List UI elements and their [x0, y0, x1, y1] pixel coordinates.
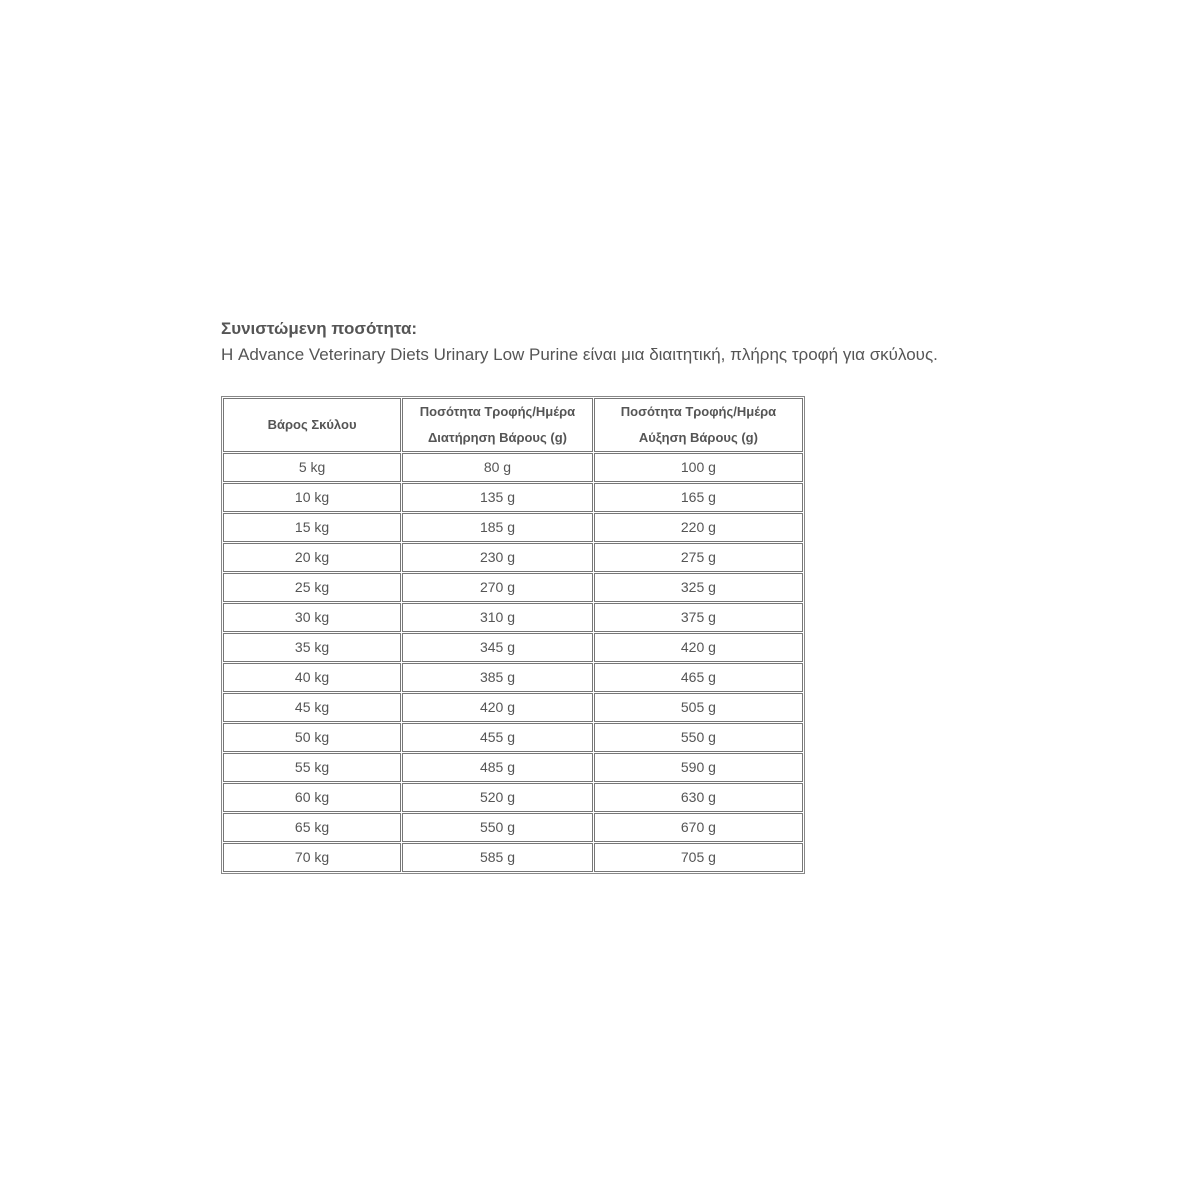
cell-gain: 275 g: [594, 543, 803, 572]
cell-maintenance: 345 g: [402, 633, 593, 662]
table-row: [223, 693, 803, 722]
cell-maintenance: 80 g: [402, 453, 593, 482]
cell-gain: 420 g: [594, 633, 803, 662]
cell-weight: 70 kg: [223, 843, 401, 872]
table-row: [223, 723, 803, 752]
cell-maintenance: 585 g: [402, 843, 593, 872]
cell-maintenance: 485 g: [402, 753, 593, 782]
table-row: [223, 753, 803, 782]
header-gain-line2: Αύξηση Βάρους (g): [638, 430, 758, 445]
table-row: [223, 483, 803, 512]
table-row: [223, 843, 803, 872]
cell-gain: 100 g: [594, 453, 803, 482]
cell-gain: 165 g: [594, 483, 803, 512]
cell-weight: 35 kg: [223, 633, 401, 662]
dosage-section: [221, 318, 1021, 874]
header-maintenance: [402, 398, 593, 452]
cell-weight: 30 kg: [223, 603, 401, 632]
cell-weight: 50 kg: [223, 723, 401, 752]
header-dog-weight: Βάρος Σκύλου: [223, 398, 401, 452]
table-header: [223, 398, 803, 452]
table-row: [223, 453, 803, 482]
cell-maintenance: 185 g: [402, 513, 593, 542]
cell-gain: 705 g: [594, 843, 803, 872]
cell-maintenance: 385 g: [402, 663, 593, 692]
table-row: [223, 543, 803, 572]
cell-weight: 20 kg: [223, 543, 401, 572]
table-row: [223, 813, 803, 842]
intro-text: Η Advance Veterinary Diets Urinary Low Purine είναι μια διαιτητική, πλήρης τροφή για σκύλους.: [221, 345, 938, 364]
cell-weight: 40 kg: [223, 663, 401, 692]
table-row: [223, 633, 803, 662]
cell-weight: 5 kg: [223, 453, 401, 482]
table-row: [223, 603, 803, 632]
cell-gain: 220 g: [594, 513, 803, 542]
cell-gain: 670 g: [594, 813, 803, 842]
cell-maintenance: 270 g: [402, 573, 593, 602]
header-maintenance-line1: Ποσότητα Τροφής/Ημέρα: [419, 404, 576, 419]
table-row: [223, 513, 803, 542]
cell-maintenance: 455 g: [402, 723, 593, 752]
cell-weight: 60 kg: [223, 783, 401, 812]
cell-maintenance: 135 g: [402, 483, 593, 512]
cell-gain: 590 g: [594, 753, 803, 782]
cell-gain: 465 g: [594, 663, 803, 692]
cell-maintenance: 550 g: [402, 813, 593, 842]
cell-weight: 25 kg: [223, 573, 401, 602]
cell-maintenance: 420 g: [402, 693, 593, 722]
cell-gain: 375 g: [594, 603, 803, 632]
cell-weight: 10 kg: [223, 483, 401, 512]
cell-weight: 65 kg: [223, 813, 401, 842]
header-gain-line1: Ποσότητα Τροφής/Ημέρα: [620, 404, 777, 419]
cell-maintenance: 230 g: [402, 543, 593, 572]
table-body: [223, 453, 803, 872]
cell-gain: 325 g: [594, 573, 803, 602]
table-row: [223, 663, 803, 692]
cell-weight: 55 kg: [223, 753, 401, 782]
cell-weight: 45 kg: [223, 693, 401, 722]
cell-gain: 550 g: [594, 723, 803, 752]
cell-gain: 505 g: [594, 693, 803, 722]
cell-maintenance: 310 g: [402, 603, 593, 632]
header-maintenance-line2: Διατήρηση Βάρους (g): [427, 430, 567, 445]
header-weight-gain: [594, 398, 803, 452]
section-heading: Συνιστώμενη ποσότητα:: [221, 319, 418, 338]
cell-weight: 15 kg: [223, 513, 401, 542]
table-header-row: [223, 398, 803, 452]
dosage-table: [221, 396, 805, 874]
cell-maintenance: 520 g: [402, 783, 593, 812]
table-row: [223, 783, 803, 812]
table-row: [223, 573, 803, 602]
cell-gain: 630 g: [594, 783, 803, 812]
